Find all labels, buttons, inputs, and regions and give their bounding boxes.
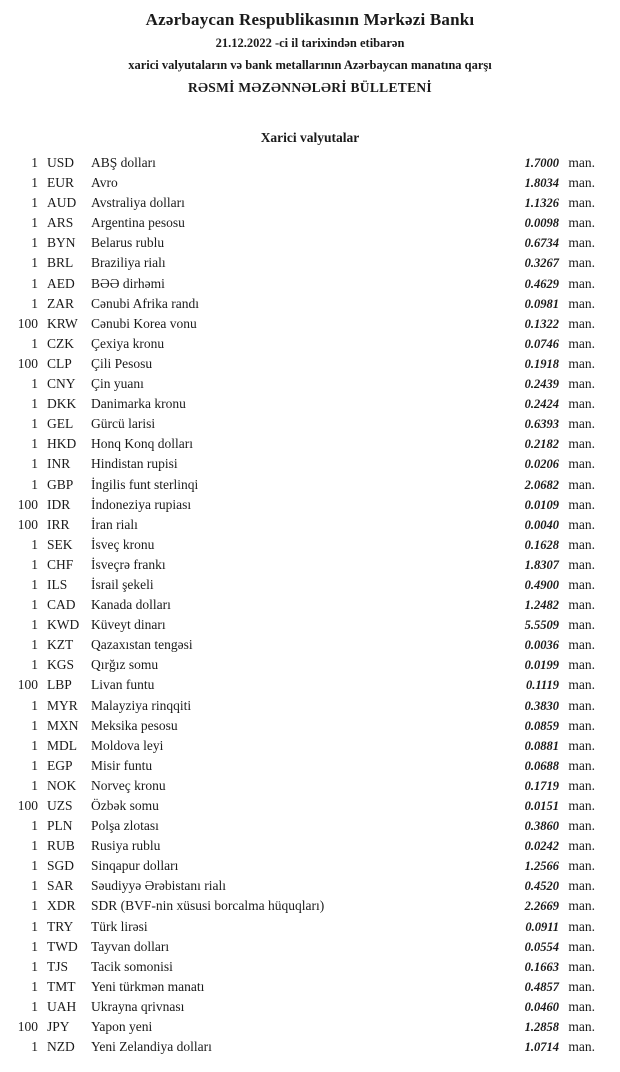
currency-code: SEK	[47, 536, 73, 552]
unit-label: man.	[568, 838, 595, 854]
bank-title: Azərbaycan Respublikasının Mərkəzi Bankı	[145, 10, 475, 29]
nominal-value: 1	[31, 617, 38, 633]
unit-label: man.	[568, 677, 595, 693]
unit-label: man.	[568, 195, 595, 211]
table-row	[0, 876, 620, 896]
currency-code: RUB	[47, 838, 75, 854]
currency-code: KWD	[47, 617, 80, 633]
currency-name: Danimarka kronu	[91, 396, 186, 412]
table-row	[0, 655, 620, 675]
table-row	[0, 615, 620, 635]
rates-table	[0, 153, 620, 1057]
currency-name: Sinqapur dolları	[91, 858, 179, 874]
table-row	[0, 334, 620, 354]
unit-label: man.	[568, 1019, 595, 1035]
rate-value: 0.4900	[524, 577, 559, 592]
rate-value: 1.2482	[524, 598, 559, 613]
nominal-value: 1	[31, 215, 38, 231]
currency-code: ZAR	[47, 295, 74, 311]
rate-value: 0.1663	[524, 959, 559, 974]
currency-code: ARS	[47, 215, 74, 231]
unit-label: man.	[568, 958, 595, 974]
table-row	[0, 917, 620, 937]
effective-date-line: 21.12.2022 -ci il tarixindən etibarən	[215, 36, 405, 50]
table-row	[0, 1017, 620, 1037]
currency-code: TRY	[47, 918, 74, 934]
currency-name: Yeni türkmən manatı	[91, 978, 205, 994]
currency-name: Qazaxıstan tengəsi	[91, 637, 193, 653]
rate-value: 0.0881	[524, 738, 559, 753]
currency-name: Polşa zlotası	[91, 818, 159, 834]
nominal-value: 1	[31, 597, 38, 613]
currency-name: İsrail şekeli	[91, 576, 154, 592]
unit-label: man.	[568, 315, 595, 331]
currency-name: Braziliya rialı	[91, 255, 166, 271]
nominal-value: 1	[31, 376, 38, 392]
currency-name: İsveçrə frankı	[91, 556, 166, 572]
currency-code: SGD	[47, 858, 75, 874]
nominal-value: 100	[17, 798, 38, 813]
currency-code: CNY	[47, 376, 76, 392]
currency-name: Belarus rublu	[91, 235, 165, 251]
rate-value: 0.1119	[526, 678, 559, 693]
nominal-value: 1	[31, 818, 38, 834]
rate-value: 1.2858	[524, 1020, 559, 1035]
rate-value: 0.0242	[524, 839, 559, 854]
unit-label: man.	[568, 757, 595, 773]
rate-value: 1.8034	[524, 176, 559, 191]
currency-name: Türk lirəsi	[91, 918, 148, 934]
rate-value: 0.0460	[524, 999, 559, 1014]
unit-label: man.	[568, 355, 595, 371]
table-row	[0, 595, 620, 615]
rate-value: 0.1719	[524, 778, 559, 793]
currency-name: Avstraliya dolları	[91, 195, 185, 211]
table-row	[0, 274, 620, 294]
unit-label: man.	[568, 496, 595, 512]
currency-code: INR	[47, 456, 71, 472]
unit-label: man.	[568, 597, 595, 613]
rate-value: 1.0714	[524, 1040, 559, 1055]
table-row	[0, 233, 620, 253]
rate-value: 0.0859	[524, 718, 559, 733]
table-row	[0, 374, 620, 394]
unit-label: man.	[568, 556, 595, 572]
table-row	[0, 675, 620, 695]
rate-value: 0.6393	[524, 417, 559, 432]
nominal-value: 100	[17, 677, 38, 693]
table-row	[0, 937, 620, 957]
currency-code: CZK	[47, 335, 74, 351]
bulletin-heading: RƏSMİ MƏZƏNNƏLƏRİ BÜLLETENİ	[187, 80, 432, 95]
nominal-value: 1	[31, 737, 38, 753]
unit-label: man.	[568, 436, 595, 452]
rate-value: 1.8307	[524, 557, 559, 572]
nominal-value: 1	[31, 1039, 38, 1055]
unit-label: man.	[568, 818, 595, 834]
nominal-value: 100	[17, 516, 38, 532]
currency-name: Cənubi Afrika randı	[91, 295, 199, 311]
unit-label: man.	[568, 175, 595, 191]
rate-value: 1.7000	[524, 156, 559, 170]
rate-value: 0.0199	[524, 658, 559, 673]
currency-code: IRR	[47, 516, 70, 532]
nominal-value: 1	[31, 396, 38, 412]
currency-code: MDL	[47, 737, 77, 753]
rate-value: 2.2669	[524, 899, 559, 914]
unit-label: man.	[568, 576, 595, 592]
table-row	[0, 535, 620, 555]
currency-code: KGS	[47, 657, 75, 673]
currency-name: Livan funtu	[91, 677, 155, 693]
unit-label: man.	[568, 617, 595, 633]
currency-name: Çin yuanı	[91, 376, 144, 392]
nominal-value: 1	[31, 436, 38, 452]
unit-label: man.	[568, 657, 595, 673]
currency-name: Çili Pesosu	[91, 355, 153, 371]
unit-label: man.	[568, 777, 595, 793]
rate-value: 0.0554	[524, 939, 559, 954]
currency-name: Moldova leyi	[91, 737, 164, 753]
unit-label: man.	[568, 215, 595, 231]
currency-name: SDR (BVF-nin xüsusi borcalma hüquqları)	[91, 898, 325, 914]
nominal-value: 1	[31, 155, 38, 170]
rate-value: 0.4857	[524, 979, 559, 994]
table-row	[0, 856, 620, 876]
currency-code: XDR	[47, 898, 76, 914]
table-row	[0, 957, 620, 977]
currency-name: İndoneziya rupiası	[91, 496, 192, 512]
currency-code: TJS	[47, 958, 69, 974]
table-row	[0, 896, 620, 916]
currency-code: UAH	[47, 998, 77, 1014]
rate-value: 2.0682	[524, 477, 559, 492]
nominal-value: 1	[31, 878, 38, 894]
table-row	[0, 495, 620, 515]
nominal-value: 1	[31, 697, 38, 713]
table-row	[0, 696, 620, 716]
currency-name: Misir funtu	[91, 757, 153, 773]
nominal-value: 1	[31, 918, 38, 934]
rate-value: 0.1918	[524, 356, 559, 371]
rate-value: 0.3267	[524, 256, 559, 271]
currency-name: Rusiya rublu	[91, 838, 161, 854]
rate-value: 0.4520	[524, 879, 559, 894]
table-row	[0, 153, 620, 173]
table-row	[0, 475, 620, 495]
currency-name: Argentina pesosu	[91, 215, 185, 231]
rate-value: 0.0109	[524, 497, 559, 512]
currency-name: Malayziya rinqqiti	[91, 697, 192, 713]
unit-label: man.	[568, 918, 595, 934]
currency-code: CAD	[47, 597, 76, 613]
currency-name: İran rialı	[91, 516, 138, 532]
currency-name: Gürcü larisi	[91, 416, 156, 432]
currency-code: CHF	[47, 556, 74, 572]
table-row	[0, 434, 620, 454]
nominal-value: 1	[31, 717, 38, 733]
table-row	[0, 193, 620, 213]
table-row	[0, 635, 620, 655]
rate-value: 1.2566	[524, 859, 559, 874]
unit-label: man.	[568, 416, 595, 432]
currency-name: Qırğız somu	[91, 657, 159, 673]
rate-value: 0.3860	[524, 819, 559, 834]
table-row	[0, 816, 620, 836]
currency-code: PLN	[47, 818, 73, 834]
currency-name: Ukrayna qrivnası	[91, 998, 185, 1014]
nominal-value: 1	[31, 456, 38, 472]
currency-name: İngilis funt sterlinqi	[91, 476, 199, 492]
table-row	[0, 1037, 620, 1057]
currency-code: AUD	[47, 195, 77, 211]
table-row	[0, 977, 620, 997]
unit-label: man.	[568, 476, 595, 492]
table-row	[0, 253, 620, 273]
rate-value: 0.0206	[524, 457, 559, 472]
nominal-value: 1	[31, 416, 38, 432]
nominal-value: 1	[31, 255, 38, 271]
table-row	[0, 756, 620, 776]
table-row	[0, 515, 620, 535]
rate-value: 0.1628	[524, 537, 559, 552]
currency-code: AED	[47, 275, 75, 291]
rate-value: 0.1322	[524, 316, 559, 331]
table-row	[0, 555, 620, 575]
table-row	[0, 716, 620, 736]
currency-code: MYR	[47, 697, 78, 713]
rate-value: 0.0981	[524, 296, 559, 311]
table-row	[0, 394, 620, 414]
currency-name: Tacik somonisi	[91, 958, 173, 974]
currency-name: Yapon yeni	[91, 1019, 153, 1035]
unit-label: man.	[568, 798, 595, 813]
currency-name: Səudiyyə Ərəbistanı rialı	[91, 878, 226, 894]
rate-value: 0.0098	[524, 216, 559, 231]
nominal-value: 100	[17, 1019, 38, 1035]
nominal-value: 1	[31, 175, 38, 191]
currency-name: Tayvan dolları	[91, 938, 170, 954]
rate-value: 0.2439	[524, 377, 559, 392]
nominal-value: 1	[31, 998, 38, 1014]
nominal-value: 1	[31, 838, 38, 854]
rate-value: 0.2182	[524, 437, 559, 452]
table-row	[0, 997, 620, 1017]
nominal-value: 100	[17, 496, 38, 512]
currency-code: TWD	[47, 938, 78, 954]
rate-value: 0.0036	[524, 638, 559, 653]
unit-label: man.	[568, 255, 595, 271]
currency-code: USD	[47, 155, 75, 170]
nominal-value: 1	[31, 858, 38, 874]
unit-label: man.	[568, 1039, 595, 1055]
table-row	[0, 173, 620, 193]
nominal-value: 1	[31, 556, 38, 572]
unit-label: man.	[568, 998, 595, 1014]
unit-label: man.	[568, 978, 595, 994]
bulletin-subtitle: xarici valyutaların və bank metallarının Azərbaycan manatına qarşı	[128, 58, 492, 72]
rate-value: 0.0911	[525, 919, 559, 934]
currency-code: MXN	[47, 717, 79, 733]
currency-code: BRL	[47, 255, 74, 271]
currency-code: CLP	[47, 355, 72, 371]
currency-name: Küveyt dinarı	[91, 617, 166, 633]
section-title-foreign-currencies: Xarici valyutalar	[260, 130, 360, 145]
rate-value: 0.4629	[524, 276, 559, 291]
table-row	[0, 736, 620, 756]
currency-code: DKK	[47, 396, 77, 412]
rate-value: 0.0688	[524, 758, 559, 773]
currency-name: Kanada dolları	[91, 597, 171, 613]
nominal-value: 1	[31, 235, 38, 251]
table-row	[0, 836, 620, 856]
nominal-value: 1	[31, 195, 38, 211]
currency-code: JPY	[47, 1019, 70, 1035]
nominal-value: 1	[31, 777, 38, 793]
currency-code: GEL	[47, 416, 74, 432]
nominal-value: 1	[31, 958, 38, 974]
nominal-value: 1	[31, 637, 38, 653]
unit-label: man.	[568, 878, 595, 894]
currency-code: KZT	[47, 637, 74, 653]
currency-code: TMT	[47, 978, 76, 994]
nominal-value: 1	[31, 536, 38, 552]
unit-label: man.	[568, 235, 595, 251]
nominal-value: 1	[31, 978, 38, 994]
unit-label: man.	[568, 637, 595, 653]
currency-code: LBP	[47, 677, 72, 693]
rate-value: 0.3830	[524, 698, 559, 713]
currency-name: İsveç kronu	[91, 536, 155, 552]
rate-value: 0.0151	[524, 799, 559, 813]
currency-name: Meksika pesosu	[91, 717, 178, 733]
currency-code: EUR	[47, 175, 74, 191]
nominal-value: 1	[31, 295, 38, 311]
unit-label: man.	[568, 456, 595, 472]
currency-code: NOK	[47, 777, 77, 793]
nominal-value: 1	[31, 757, 38, 773]
table-row	[0, 575, 620, 595]
currency-code: ILS	[47, 576, 68, 592]
rate-value: 0.6734	[524, 236, 559, 251]
nominal-value: 100	[17, 355, 38, 371]
nominal-value: 100	[17, 315, 38, 331]
unit-label: man.	[568, 536, 595, 552]
currency-code: GBP	[47, 476, 74, 492]
unit-label: man.	[568, 295, 595, 311]
nominal-value: 1	[31, 898, 38, 914]
unit-label: man.	[568, 858, 595, 874]
currency-name: Avro	[91, 175, 118, 191]
rate-value: 0.0746	[524, 336, 559, 351]
rate-value: 0.0040	[524, 517, 559, 532]
nominal-value: 1	[31, 657, 38, 673]
nominal-value: 1	[31, 335, 38, 351]
currency-name: BƏƏ dirhəmi	[91, 275, 165, 291]
currency-name: Yeni Zelandiya dolları	[91, 1039, 212, 1055]
unit-label: man.	[568, 335, 595, 351]
currency-name: ABŞ dolları	[91, 155, 156, 170]
currency-name: Cənubi Korea vonu	[91, 315, 197, 331]
nominal-value: 1	[31, 938, 38, 954]
currency-code: UZS	[47, 798, 73, 813]
currency-code: EGP	[47, 757, 73, 773]
currency-name: Özbək somu	[91, 798, 159, 813]
unit-label: man.	[568, 275, 595, 291]
table-row	[0, 314, 620, 334]
unit-label: man.	[568, 697, 595, 713]
table-row	[0, 796, 620, 816]
table-row	[0, 776, 620, 796]
unit-label: man.	[568, 898, 595, 914]
unit-label: man.	[568, 376, 595, 392]
unit-label: man.	[568, 938, 595, 954]
table-row	[0, 354, 620, 374]
nominal-value: 1	[31, 476, 38, 492]
nominal-value: 1	[31, 576, 38, 592]
rate-value: 5.5509	[524, 618, 559, 633]
currency-name: Honq Konq dolları	[91, 436, 193, 452]
table-row	[0, 414, 620, 434]
unit-label: man.	[568, 155, 595, 170]
table-row	[0, 294, 620, 314]
unit-label: man.	[568, 396, 595, 412]
currency-code: BYN	[47, 235, 76, 251]
currency-code: KRW	[47, 315, 78, 331]
table-row	[0, 454, 620, 474]
unit-label: man.	[568, 717, 595, 733]
currency-name: Hindistan rupisi	[91, 456, 178, 472]
unit-label: man.	[568, 516, 595, 532]
currency-name: Norveç kronu	[91, 777, 166, 793]
currency-name: Çexiya kronu	[91, 335, 165, 351]
rate-value: 0.2424	[524, 397, 559, 412]
rate-value: 1.1326	[524, 196, 559, 211]
currency-code: NZD	[47, 1039, 75, 1055]
nominal-value: 1	[31, 275, 38, 291]
unit-label: man.	[568, 737, 595, 753]
currency-code: HKD	[47, 436, 77, 452]
table-row	[0, 213, 620, 233]
currency-code: SAR	[47, 878, 74, 894]
currency-code: IDR	[47, 496, 71, 512]
